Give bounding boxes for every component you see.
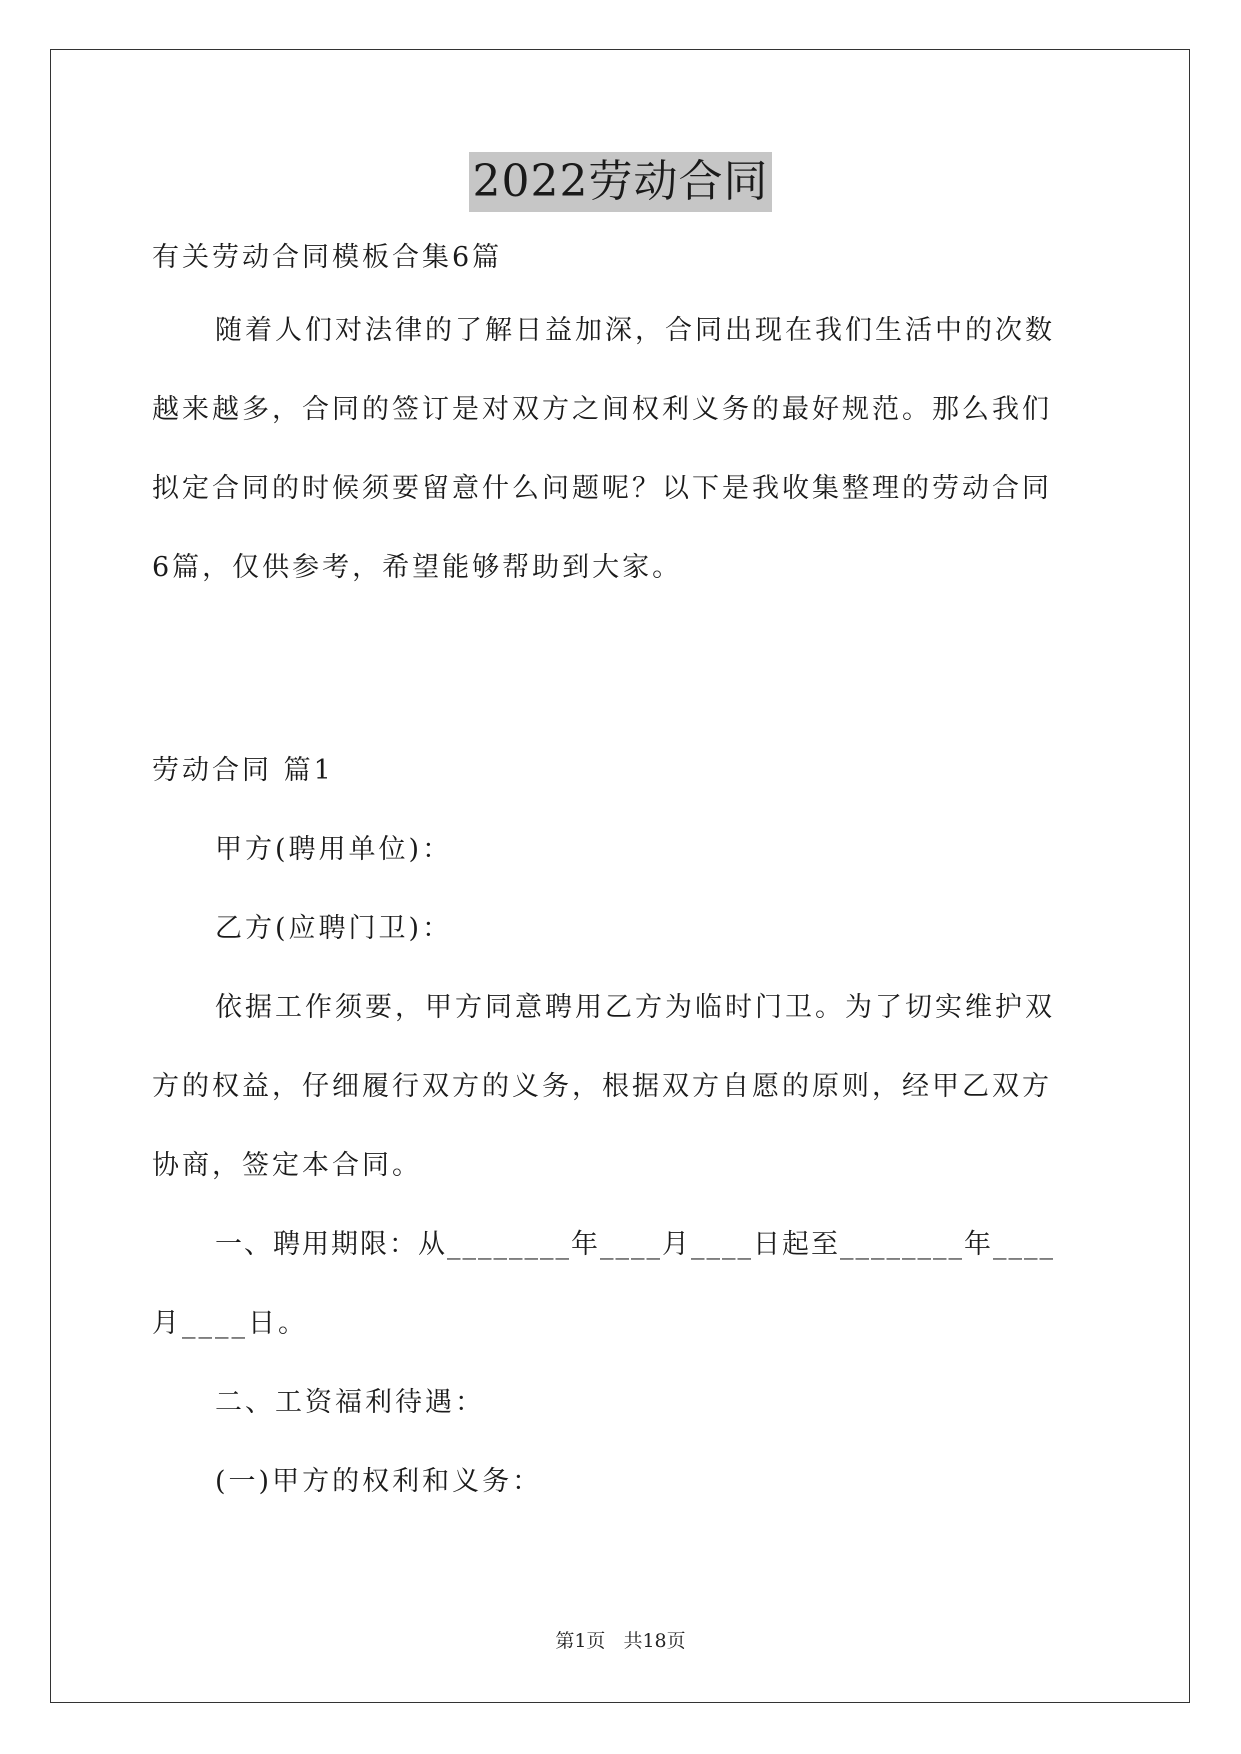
subtitle-line: 有关劳动合同模板合集6篇 (152, 242, 503, 273)
page-total: 共18页 (623, 1630, 686, 1652)
clause-heading: 二、工资福利待遇： (215, 1387, 485, 1418)
party-b-line: 乙方(应聘门卫)： (215, 913, 453, 944)
section-heading: 劳动合同 篇1 (152, 755, 334, 786)
term-clause-line: 一、聘用期限：从________年____月____日起至________年____ (215, 1229, 1055, 1260)
paragraph-line: 拟定合同的时候须要留意什么问题呢？以下是我收集整理的劳动合同 (152, 473, 1052, 504)
paragraph-line: 随着人们对法律的了解日益加深，合同出现在我们生活中的次数 (215, 315, 1055, 346)
party-a-line: 甲方(聘用单位)： (215, 834, 453, 865)
page-border (50, 49, 1190, 1703)
page-footer (0, 1626, 1241, 1653)
paragraph-line: 越来越多，合同的签订是对双方之间权利义务的最好规范。那么我们 (152, 394, 1052, 425)
paragraph-line: 协商，签定本合同。 (152, 1150, 422, 1181)
document-title: 2022劳动合同 (469, 152, 773, 212)
paragraph-line: 方的权益，仔细履行双方的义务，根据双方自愿的原则，经甲乙双方 (152, 1071, 1052, 1102)
page-number: 第1页 (555, 1630, 606, 1652)
term-clause-line: 月____日。 (152, 1308, 308, 1339)
paragraph-line: 6篇，仅供参考，希望能够帮助到大家。 (152, 552, 683, 583)
clause-subheading: (一)甲方的权利和义务： (215, 1466, 543, 1497)
document-title-wrap (0, 152, 1241, 212)
paragraph-line: 依据工作须要，甲方同意聘用乙方为临时门卫。为了切实维护双 (215, 992, 1055, 1023)
